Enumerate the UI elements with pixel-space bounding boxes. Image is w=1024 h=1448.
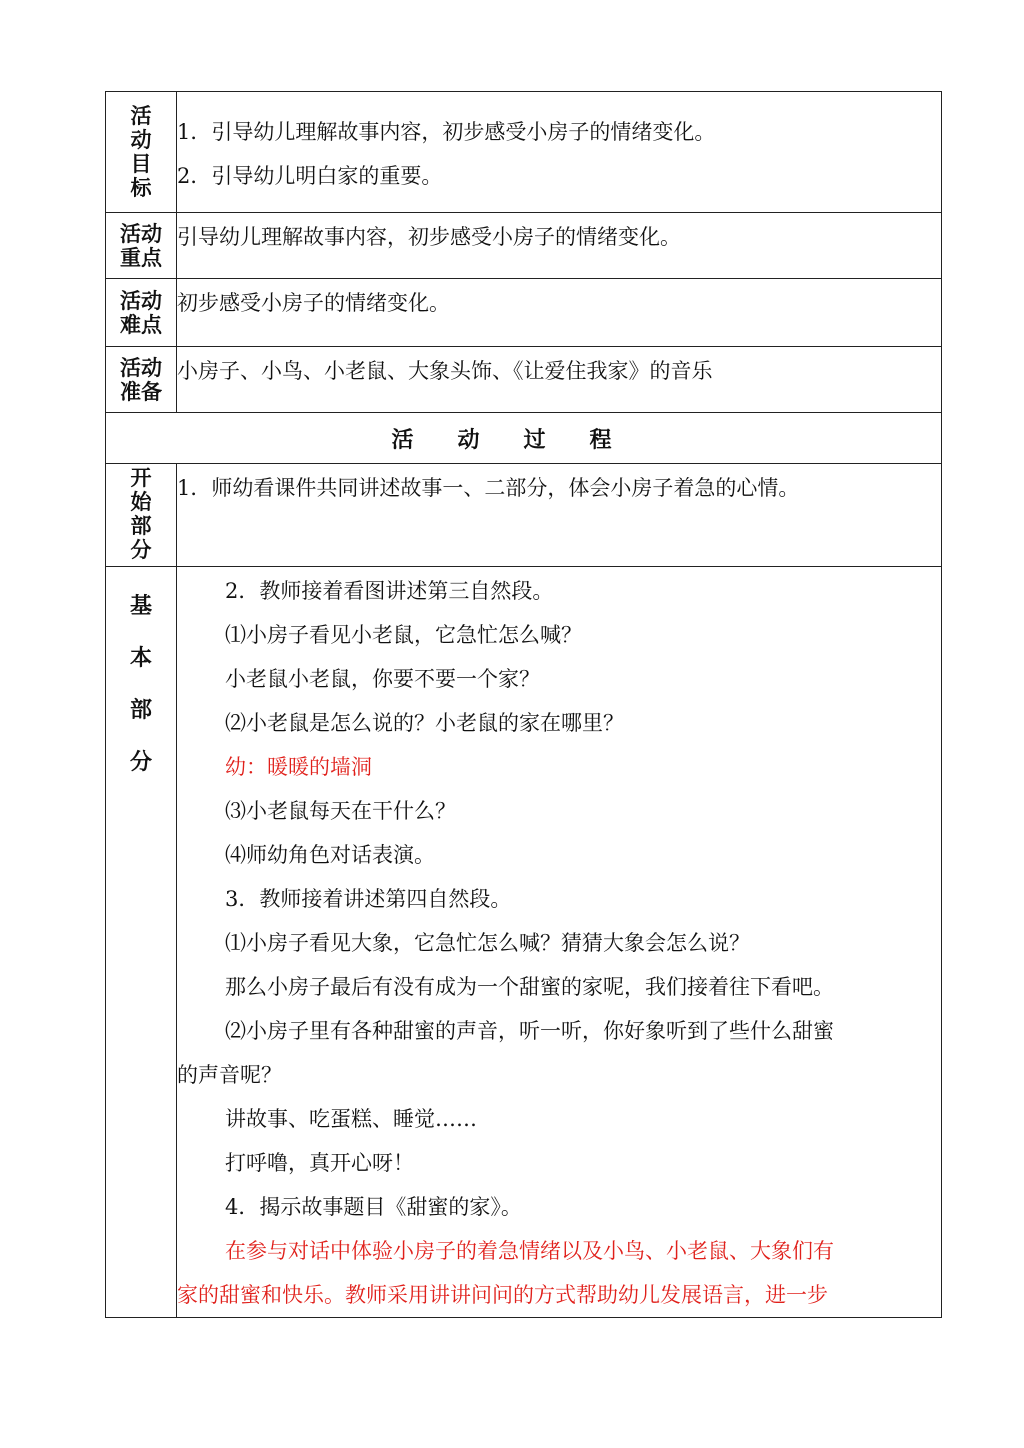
start-row — [106, 464, 942, 567]
basic-line: ⑵小房子里有各种甜蜜的声音，听一听，你好象听到了些什么甜蜜 — [225, 1019, 834, 1043]
difficulty-content: 初步感受小房子的情绪变化。 — [177, 279, 942, 347]
prep-content: 小房子、小鸟、小老鼠、大象头饰、《让爱住我家》的音乐 — [177, 347, 942, 413]
basic-line: 2．教师接着看图讲述第三自然段。 — [225, 579, 554, 603]
basic-content — [177, 567, 942, 1318]
basic-line: 讲故事、吃蛋糕、睡觉…… — [225, 1107, 477, 1131]
prep-row — [106, 347, 942, 413]
process-heading-row — [106, 413, 942, 464]
basic-row — [106, 567, 942, 1318]
basic-line: 小老鼠小老鼠，你要不要一个家？ — [225, 667, 540, 691]
basic-line-highlight: 家的甜蜜和快乐。教师采用讲讲问问的方式帮助幼儿发展语言，进一步 — [177, 1283, 828, 1307]
basic-line-highlight: 幼：暖暖的墙洞 — [225, 755, 372, 779]
basic-line: 3．教师接着讲述第四自然段。 — [225, 887, 512, 911]
process-heading: 活动过程 — [106, 413, 942, 464]
basic-line: 4．揭示故事题目《甜蜜的家》。 — [225, 1195, 522, 1219]
difficulty-row — [106, 279, 942, 347]
key-label: 活动 重点 — [106, 213, 177, 279]
goal-line-2: 2．引导幼儿明白家的重要。 — [177, 164, 443, 188]
start-label: 开 始 部 分 — [106, 464, 177, 567]
goal-label: 活 动 目 标 — [106, 92, 177, 213]
basic-line: ⑵小老鼠是怎么说的？小老鼠的家在哪里？ — [225, 711, 624, 735]
basic-line: ⑷师幼角色对话表演。 — [225, 843, 435, 867]
lesson-plan-table — [105, 91, 942, 1318]
basic-line: 的声音呢？ — [177, 1063, 282, 1087]
start-content: 1．师幼看课件共同讲述故事一、二部分，体会小房子着急的心情。 — [177, 464, 942, 567]
goal-content — [177, 92, 942, 213]
basic-label: 基 本 部 分 — [106, 567, 177, 1318]
basic-line-highlight: 在参与对话中体验小房子的着急情绪以及小鸟、小老鼠、大象们有 — [225, 1239, 834, 1263]
basic-line: 打呼噜，真开心呀！ — [225, 1151, 414, 1175]
key-content: 引导幼儿理解故事内容，初步感受小房子的情绪变化。 — [177, 213, 942, 279]
basic-line: 那么小房子最后有没有成为一个甜蜜的家呢，我们接着往下看吧。 — [225, 975, 834, 999]
difficulty-label: 活动 难点 — [106, 279, 177, 347]
prep-label: 活动 准备 — [106, 347, 177, 413]
goal-line-1: 1．引导幼儿理解故事内容，初步感受小房子的情绪变化。 — [177, 120, 716, 144]
basic-line: ⑴小房子看见小老鼠，它急忙怎么喊？ — [225, 623, 582, 647]
basic-line: ⑶小老鼠每天在干什么？ — [225, 799, 456, 823]
key-row — [106, 213, 942, 279]
basic-line: ⑴小房子看见大象，它急忙怎么喊？猜猜大象会怎么说？ — [225, 931, 750, 955]
goal-row — [106, 92, 942, 213]
